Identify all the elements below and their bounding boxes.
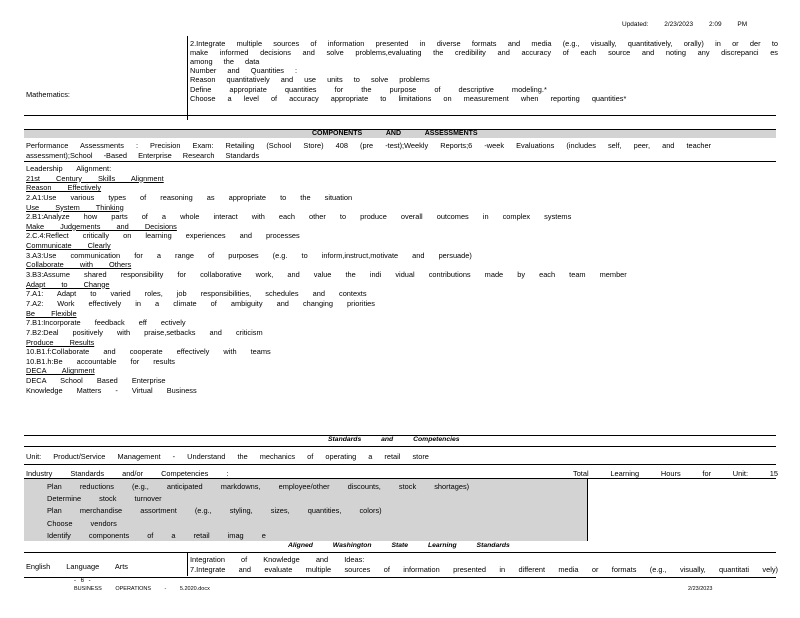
alignment-item: 7.A2: Work effectively in a climate of ambiguity and changing priorities [26,298,375,308]
unit-bottom-rule [24,464,776,465]
ela-bottom-rule [24,577,776,578]
alignment-item: 3.B3:Assume shared responsibility for collaborative work, and value the indi vidual contributions made by each team member [26,270,627,280]
alignment-section-heading: Produce Results [26,337,95,347]
alignment-item: Leadership Alignment: [26,164,112,173]
math-bottom-rule [24,115,776,116]
alignment-item: 2.C.4:Reflect critically on learning experiences and processes [26,231,300,241]
standards-bottom-rule [24,446,776,447]
unit-title: Unit: Product/Service Management - Understand the mechanics of operating a retail store [26,452,429,461]
math-line-4: Number and Quantities : [190,66,298,75]
competency-text: Determine stock turnover [47,494,162,504]
competency-item [27,483,469,490]
alignment-section-heading: 21st Century Skills Alignment [26,173,164,183]
competency-item [27,507,382,514]
aligned-bottom-rule [24,552,776,553]
competency-text: Identify components of a retail imag e [47,530,266,540]
alignment-section-heading: DECA Alignment [26,366,95,376]
alignment-section-heading: Reason Effectively [26,183,102,193]
updated-label: Updated: [622,21,649,28]
performance-line-1: Performance Assessments : Precision Exam: Retailing (School Store) 408 (pre -test);Weekly Reports;6 -week Evaluations (includes self, peer, and teacher [26,141,712,150]
math-subject: Mathematics: [26,90,70,99]
alignment-section-heading: Communicate Clearly [26,241,111,251]
updated-ampm: PM [737,21,748,28]
footer-date: 2/23/2023 [688,586,713,592]
updated-time: 2:09 [708,21,722,28]
ela-line-1: Integration of Knowledge and Ideas: [190,555,365,564]
math-line-5: Reason quantitatively and use units to solve problems [190,75,430,84]
alignment-section-heading: Make Judgements and Decisions [26,221,177,231]
alignment-section-heading: Be Flexible [26,308,77,318]
ela-divider [187,552,188,576]
standards-heading: Standards and Competencies [328,436,460,443]
math-line-2: make informed decisions and solve problems,evaluating the credibility and accuracy of each source and noting any discrepanci es [190,48,778,57]
alignment-item: 10.B1.f:Collaborate and cooperate effectively with teams [26,347,271,357]
competency-item [27,532,266,539]
updated-date: 2/23/2023 [664,21,694,28]
aligned-heading: Aligned Washington State Learning Standards [288,542,510,549]
performance-line-2: assessment);School -Based Enterprise Research Standards [26,151,260,160]
ela-line-2: 7.Integrate and evaluate multiple sources of information presented in different media or formats (e.g., visually, quantitati vely) [190,565,778,574]
updated-stamp [622,22,747,29]
ela-subject: English Language Arts [26,562,128,571]
competencies-box-edge [587,479,588,541]
math-line-1: 2.Integrate multiple sources of information presented in diverse formats and media (e.g., visually, quantitatively, orally) in or der to [190,39,778,48]
alignment-section-heading: Use System Thinking [26,202,124,212]
competency-item [27,495,162,502]
industry-label: Industry Standards and/or Competencies : [26,469,229,478]
alignment-item: 3.A3:Use communication for a range of purposes (e.g. to inform,instruct,motivate and persuade) [26,250,472,260]
alignment-section-heading: Collaborate with Others [26,260,132,270]
performance-bottom-rule [24,161,776,162]
alignment-item: 7.A1: Adapt to varied roles, job responsibilities, schedules and contexts [26,289,367,299]
components-heading: COMPONENTS AND ASSESSMENTS [312,130,478,137]
math-line-6: Define appropriate quantities for the purpose of descriptive modeling.* [190,85,547,94]
competency-text: Choose vendors [47,518,117,528]
math-line-3: among the data [190,57,260,66]
competency-text: Plan merchandise assortment (e.g., styling, sizes, quantities, colors) [47,506,382,516]
alignment-item: 7.B2:Deal positively with praise,setbacks and criticism [26,327,263,337]
alignment-item: 2.A1:Use various types of reasoning as appropriate to the situation [26,192,353,202]
alignment-item: 7.B1:Incorporate feedback eff ectively [26,318,186,328]
math-divider [187,36,188,120]
competency-text: Plan reductions (e.g., anticipated markdowns, employee/other discounts, stock shortages) [47,482,470,491]
alignment-item: 2.B1:Analyze how parts of a whole interact with each other to produce overall outcomes in complex systems [26,212,572,222]
total-learning-hours: Total Learning Hours for Unit: 15 [573,469,778,478]
footer-page-number: - 6 - [74,578,91,584]
competency-item [27,520,117,527]
alignment-item: Knowledge Matters - Virtual Business [26,385,197,395]
alignment-item: DECA School Based Enterprise [26,376,166,386]
footer-doc-name: BUSINESS OPERATIONS - 5.2020.docx [74,586,210,592]
math-line-7: Choose a level of accuracy appropriate to limitations on measurement when reporting quantities* [190,94,627,103]
alignment-item: 10.B1.h:Be accountable for results [26,356,175,366]
alignment-section-heading: Adapt to Change [26,279,110,289]
